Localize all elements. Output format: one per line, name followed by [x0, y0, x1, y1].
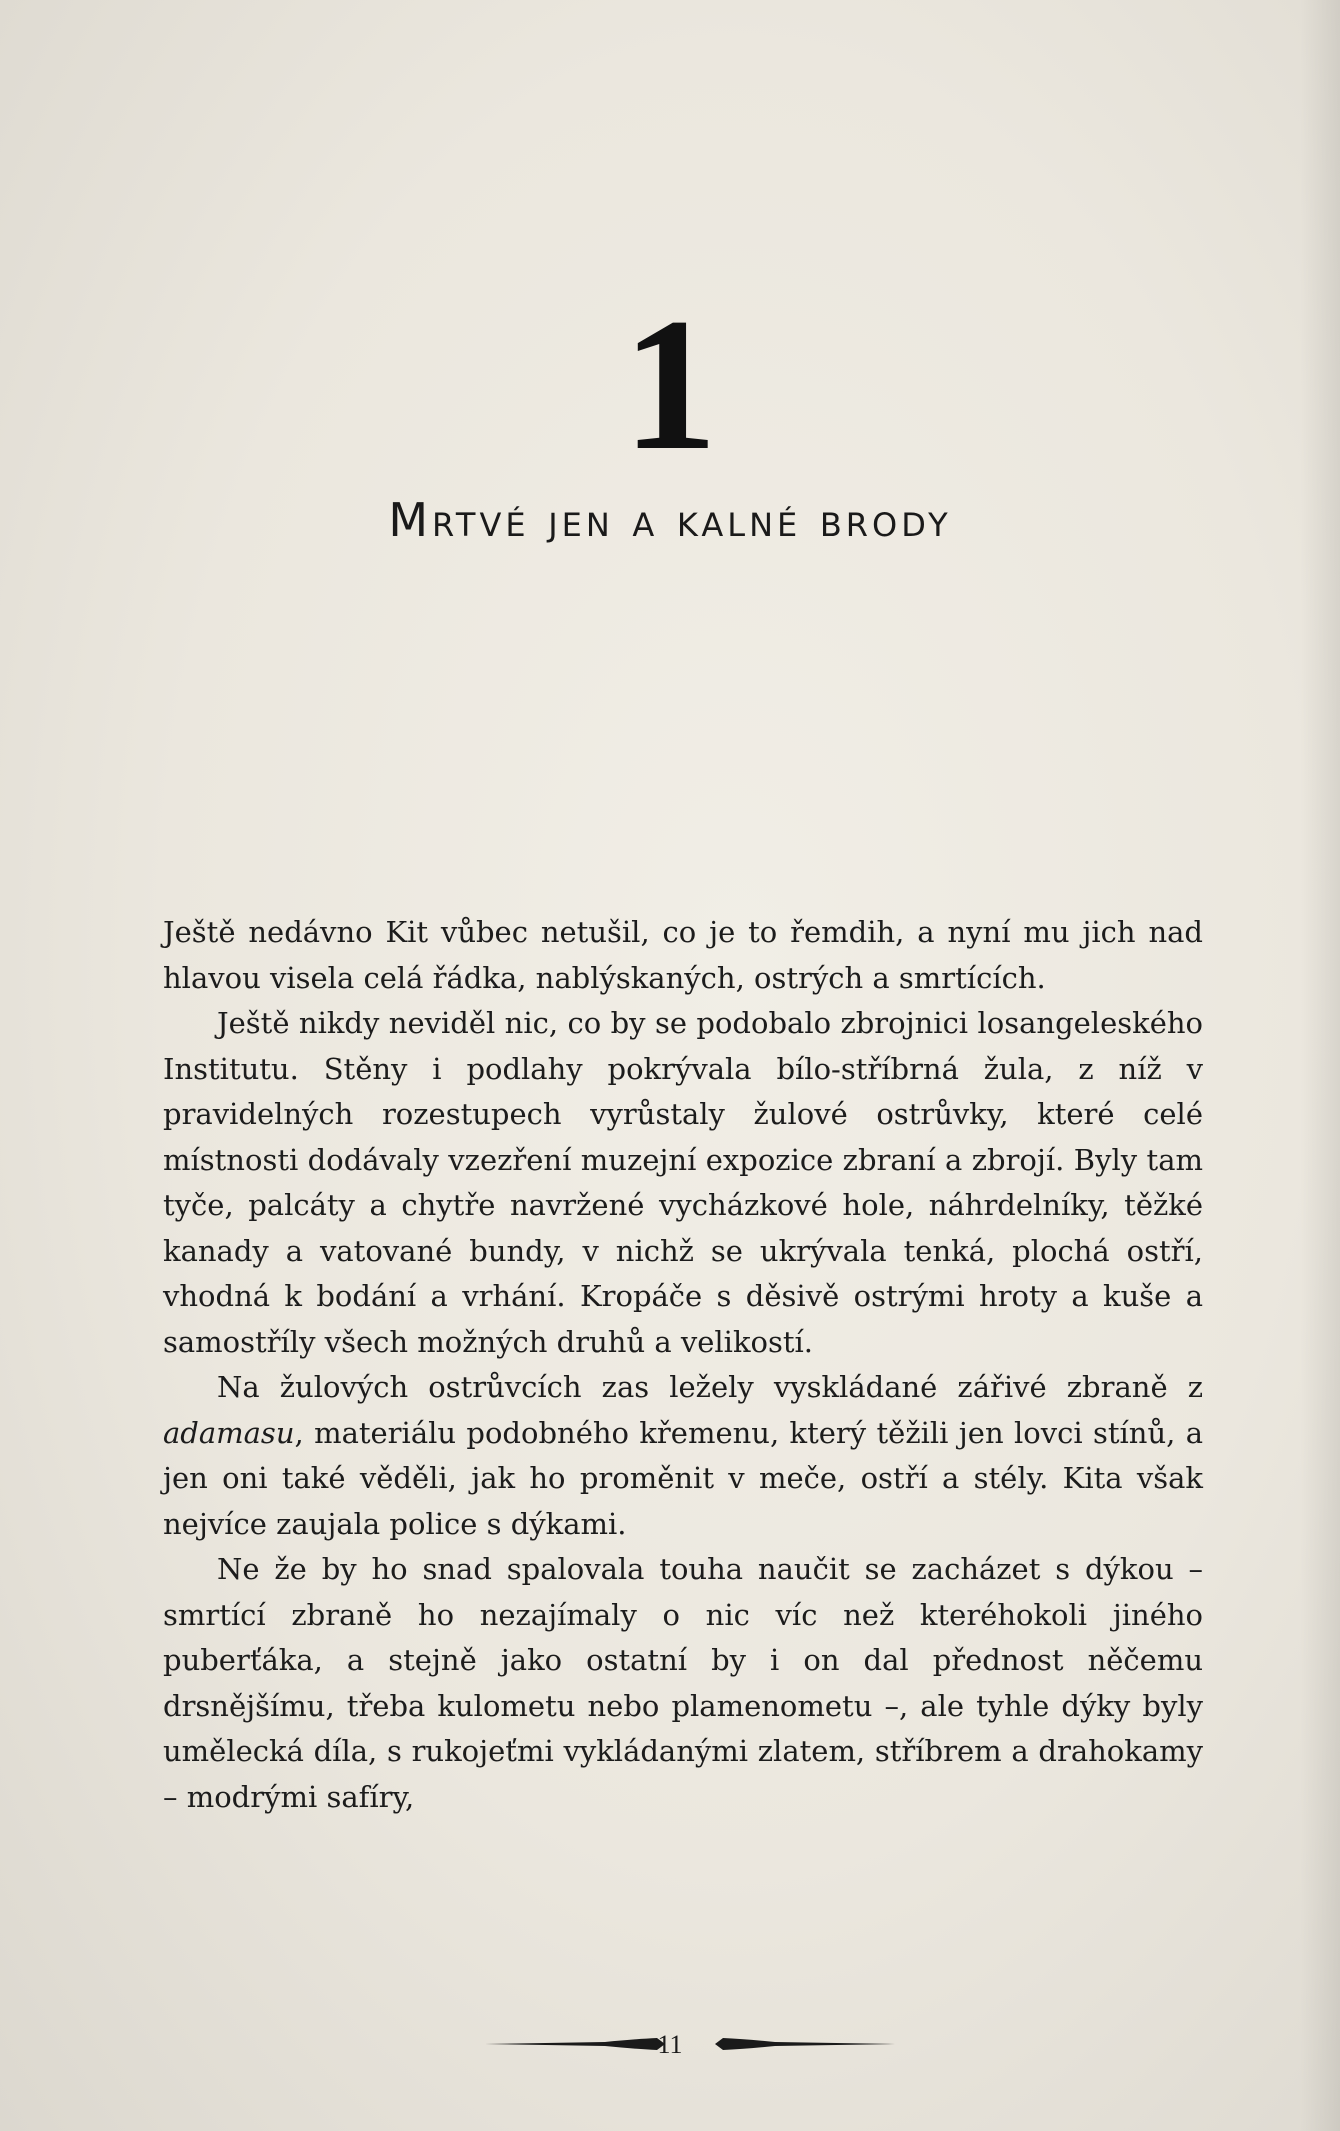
chapter-title: Mrtvé jen a kalné brody [388, 493, 952, 547]
paragraph-2: Ještě nikdy neviděl nic, co by se podobalo zbrojnici losangeleského Institutu. Stěny i podlahy pokrývala bílo-stříbrná žula, z níž v pravidelných rozestupech vyrůstaly žulové ostrůvky, které celé místnosti dodávaly vzezření muzejní expozice zbraní a zbrojí. Byly tam tyče, palcáty a chytře navržené vycházkové hole, náhrdelníky, těžké kanady a vatované bundy, v nichž se ukrývala tenká, plochá ostří, vhodná k bodání a vrhání. Kropáče s děsivě ostrými hroty a kuše a samostříly všech možných druhů a velikostí. [163, 1006, 1203, 1359]
page-number: 11 [657, 2030, 683, 2059]
paragraph-3-before: Na žulových ostrůvcích zas ležely vyskládané zářivé zbraně z [217, 1370, 1203, 1404]
page-footer [0, 2025, 1340, 2065]
paragraph-1: Ještě nedávno Kit vůbec netušil, co je to řemdih, a nyní mu jich nad hlavou visela celá řádka, nablýskaných, ostrých a smrtících. [163, 915, 1203, 995]
chapter-body [163, 910, 1203, 1820]
chapter-number: 1 [622, 280, 718, 490]
paragraph-3-after: , materiálu podobného křemenu, který těžili jen lovci stínů, a jen oni také věděli, jak ho proměnit v meče, ostří a stély. Kita však nejvíce zaujala police s dýkami. [163, 1415, 1203, 1541]
paragraph-3-italic-term: adamasu [163, 1415, 295, 1450]
right-ornament-icon [715, 2037, 895, 2051]
paragraph-4: Ne že by ho snad spalovala touha naučit se zacházet s dýkou – smrtící zbraně ho nezajímaly o nic víc než kteréhokoli jiného puberťáka, a stejně jako ostatní by i on dal přednost něčemu drsnějšímu, třeba kulometu nebo plamenometu –, ale tyhle dýky byly umělecká díla, s rukojeťmi vykládanými zlatem, stříbrem a drahokamy – modrými safíry, [163, 1552, 1203, 1814]
paragraph-3 [163, 1365, 1203, 1547]
left-ornament-icon [485, 2037, 665, 2051]
